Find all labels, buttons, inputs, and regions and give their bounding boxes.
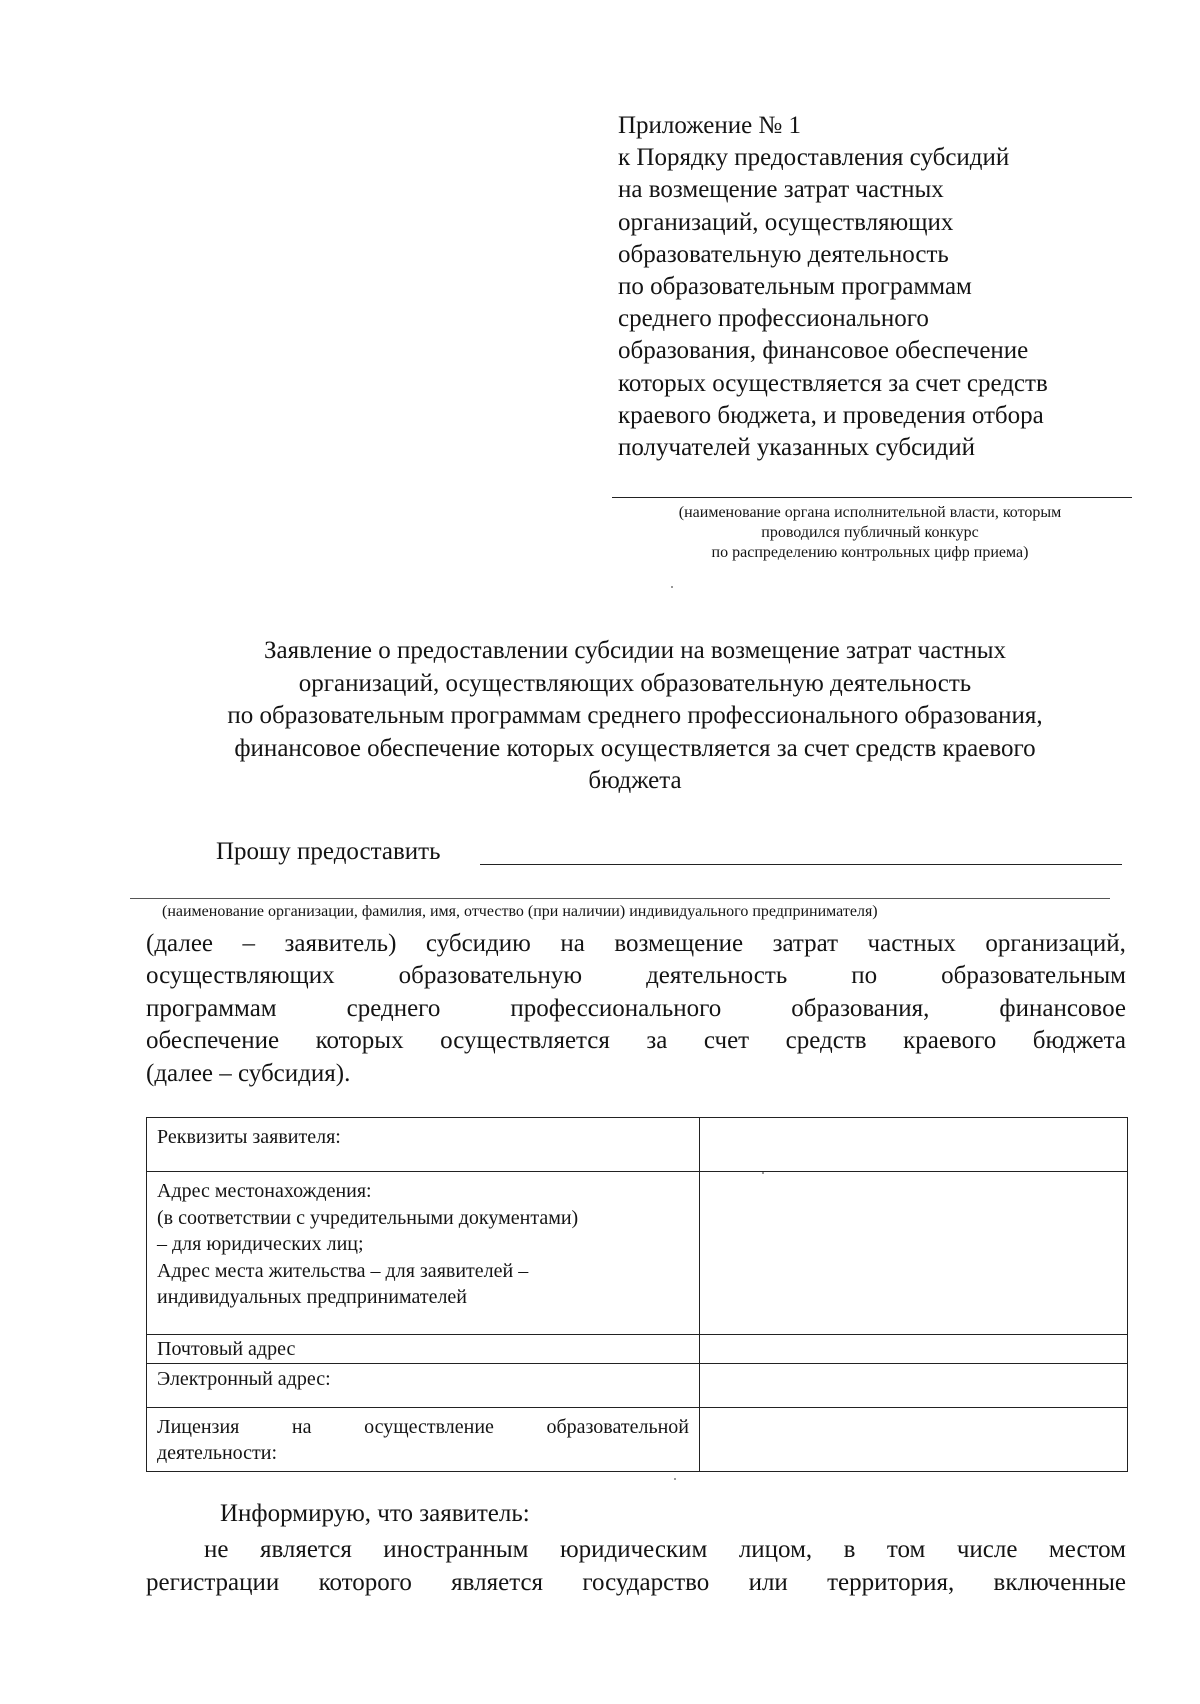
annex-line: краевого бюджета, и проведения отбора: [618, 401, 1044, 429]
paragraph-line: [146, 1533, 1126, 1566]
row-label-license: [147, 1407, 700, 1471]
paragraph-line: [146, 928, 1126, 960]
address-label-line: – для юридических лиц;: [157, 1233, 364, 1255]
authority-name-blank[interactable]: [612, 497, 1132, 498]
table-row: [147, 1118, 1128, 1172]
word: осуществляющих: [146, 962, 335, 990]
annex-line: по образовательным программам: [618, 273, 972, 301]
annex-line: на возмещение затрат частных: [618, 176, 944, 204]
word: которого: [318, 1569, 412, 1596]
title-line: бюджета: [588, 767, 682, 794]
row-label-address: [147, 1172, 700, 1335]
authority-caption-line: (наименование органа исполнительной власти, которым: [678, 504, 1062, 521]
paragraph-line: [146, 993, 1126, 1025]
authority-caption-line: по распределению контрольных цифр приема): [711, 544, 1029, 561]
word: является: [259, 1536, 352, 1563]
table-row: [147, 1363, 1128, 1407]
word: иностранным: [383, 1536, 529, 1563]
authority-caption-line: проводился публичный конкурс: [761, 524, 979, 541]
title-line: финансовое обеспечение которых осуществляется за счет средств краевого: [234, 734, 1036, 762]
word: бюджета: [1032, 1027, 1126, 1055]
row-label-email: Электронный адрес:: [147, 1363, 700, 1407]
word: не: [204, 1536, 229, 1563]
table-row: [147, 1407, 1128, 1471]
annex-line: среднего профессионального: [618, 305, 929, 333]
word: счет: [703, 1027, 750, 1055]
word: частных: [867, 930, 956, 957]
word: включенные: [993, 1569, 1126, 1596]
word: образовательной: [546, 1415, 689, 1438]
title-line: организаций, осуществляющих образовательную деятельность: [298, 669, 972, 697]
word: осуществляется: [440, 1027, 610, 1055]
word: государство: [582, 1569, 710, 1596]
paragraph-line: [146, 1566, 1126, 1599]
annex-line: которых осуществляется за счет средств: [618, 369, 1048, 397]
word: в: [843, 1536, 856, 1563]
word: лицом,: [738, 1536, 813, 1563]
organization-caption: (наименование организации, фамилия, имя, отчество (при наличии) индивидуального предпринимателя): [162, 903, 878, 920]
organization-name-rule: [130, 898, 1110, 899]
annex-line: Приложение № 1: [618, 112, 802, 139]
paragraph-line: [146, 1025, 1126, 1057]
scan-speck: [671, 586, 673, 588]
word: регистрации: [146, 1569, 280, 1596]
annex-header: [618, 110, 1178, 464]
word: местом: [1048, 1536, 1126, 1563]
license-value-cell[interactable]: [700, 1407, 1128, 1471]
word: программам: [146, 994, 277, 1022]
request-label: Прошу предоставить: [216, 838, 441, 865]
document-title: [140, 635, 1130, 798]
address-label-line: (в соответствии с учредительными документами): [157, 1206, 579, 1229]
paragraph-line: [146, 960, 1126, 992]
word: за: [646, 1027, 668, 1055]
word: (далее: [146, 930, 214, 957]
word: заявитель): [284, 930, 397, 957]
word: среднего: [346, 994, 441, 1022]
word: затрат: [772, 930, 839, 957]
annex-line: образования, финансовое обеспечение: [618, 337, 1029, 365]
license-label-line: [157, 1414, 689, 1441]
word: или: [748, 1569, 788, 1596]
word: –: [242, 930, 256, 957]
word: осуществление: [364, 1415, 494, 1438]
word: обеспечение: [146, 1027, 280, 1055]
table-row: [147, 1335, 1128, 1364]
word: по: [851, 962, 878, 990]
paragraph-line: (далее – субсидия).: [146, 1059, 351, 1087]
word: числе: [956, 1536, 1018, 1563]
address-label-line: Адрес местонахождения:: [157, 1180, 372, 1202]
request-paragraph: [146, 928, 1126, 1090]
word: территория,: [827, 1569, 955, 1596]
address-label-line: индивидуальных предпринимателей: [157, 1286, 467, 1308]
word: образования,: [791, 994, 930, 1022]
organization-name-blank[interactable]: [480, 864, 1122, 865]
title-line: по образовательным программам среднего профессионального образования,: [227, 702, 1043, 729]
word: на: [291, 1415, 312, 1438]
word: является: [451, 1569, 544, 1596]
email-value-cell[interactable]: [700, 1363, 1128, 1407]
license-label-line: деятельности:: [157, 1442, 278, 1464]
scan-speck: [762, 1172, 764, 1174]
requisites-table: [146, 1117, 1128, 1472]
word: субсидию: [425, 930, 531, 957]
row-label-requisites: Реквизиты заявителя:: [147, 1118, 700, 1172]
authority-caption: [610, 503, 1130, 563]
word: Лицензия: [157, 1415, 240, 1438]
word: возмещение: [614, 930, 744, 957]
word: которых: [315, 1027, 404, 1055]
word: образовательную: [398, 962, 583, 990]
word: профессионального: [510, 994, 722, 1022]
annex-line: организаций, осуществляющих: [618, 208, 954, 236]
requisites-value-cell[interactable]: [700, 1118, 1128, 1172]
postal-address-value-cell[interactable]: [700, 1335, 1128, 1364]
word: средств: [785, 1027, 867, 1055]
annex-line: образовательную деятельность: [618, 240, 949, 268]
annex-line: к Порядку предоставления субсидий: [618, 144, 1010, 172]
address-value-cell[interactable]: [700, 1172, 1128, 1335]
address-label-line: Адрес места жительства – для заявителей –: [157, 1259, 529, 1282]
info-paragraph: [146, 1533, 1126, 1599]
title-line: Заявление о предоставлении субсидии на возмещение затрат частных: [263, 637, 1007, 664]
word: краевого: [903, 1027, 997, 1055]
table-row: [147, 1172, 1128, 1335]
word: организаций,: [985, 930, 1126, 957]
row-label-postal: Почтовый адрес: [147, 1335, 700, 1364]
word: том: [886, 1536, 926, 1563]
word: деятельность: [646, 962, 788, 990]
info-heading: Информирую, что заявитель:: [220, 1500, 530, 1527]
word: образовательным: [941, 962, 1126, 990]
word: юридическим: [559, 1536, 708, 1563]
word: на: [560, 930, 585, 957]
scan-speck: [674, 1478, 676, 1480]
annex-line: получателей указанных субсидий: [618, 434, 976, 462]
word: финансовое: [999, 994, 1126, 1022]
